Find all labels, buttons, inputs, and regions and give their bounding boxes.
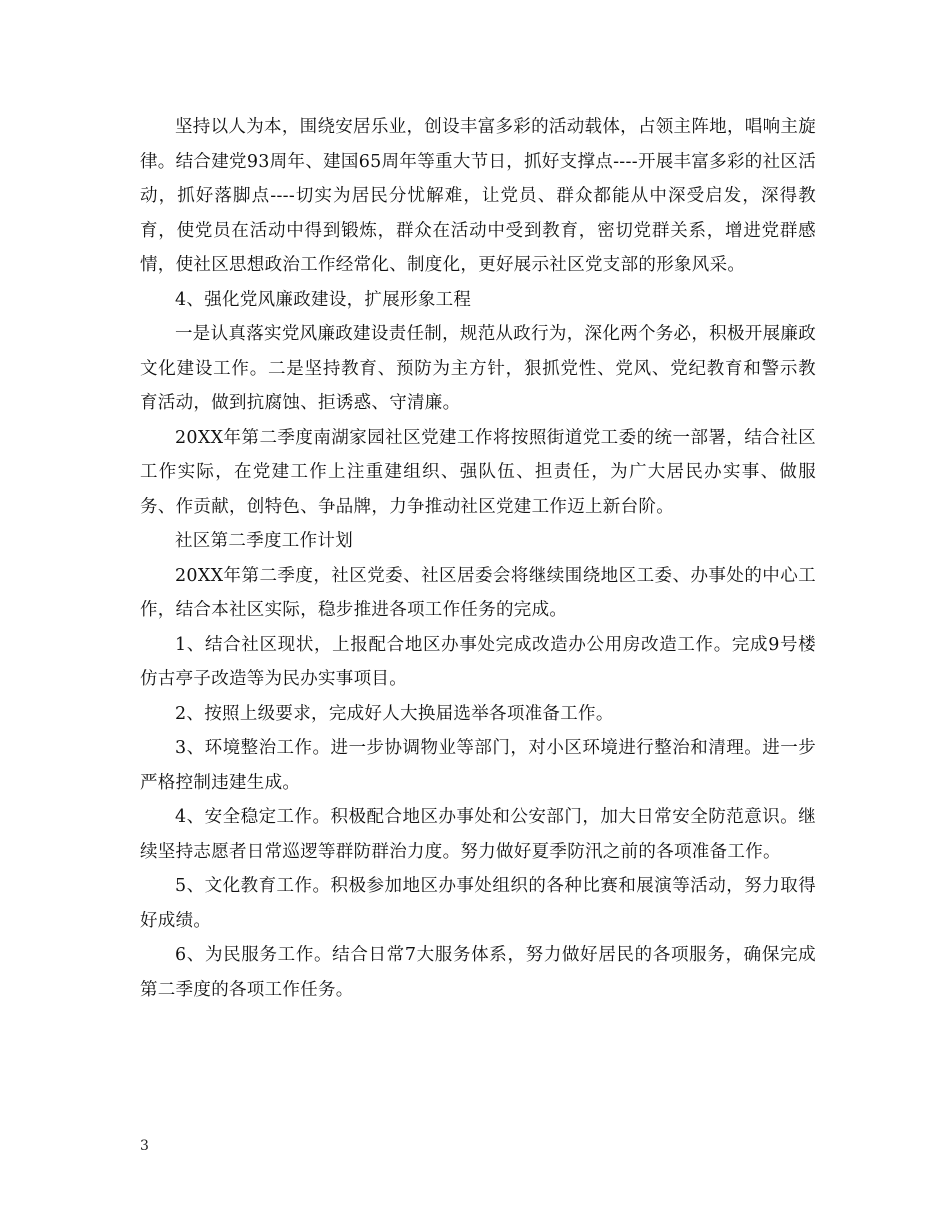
- list-item-election: 2、按照上级要求，完成好人大换届选举各项准备工作。: [175, 703, 614, 724]
- paragraph-activities: 坚持以人为本，围绕安居乐业，创设丰富多彩的活动载体，占领主阵地，唱响主旋律。结合建党93周年、建国65周年等重大节日，抓好支撑点----开展丰富多彩的社区活动，抓好落脚点----切实为居民分忧解难，让党员、群众都能从中深受启发，深得教育，使党员在活动中得到锻炼，群众在活动中受到教育，密切党群关系，增进党群感情，使社区思想政治工作经常化、制度化，更好展示社区党支部的形象风采。: [140, 117, 816, 275]
- paragraph-integrity: 一是认真落实党风廉政建设责任制，规范从政行为，深化两个务必，积极开展廉政文化建设工作。二是坚持教育、预防为主方针，狠抓党性、党风、党纪教育和警示教育活动，做到抗腐蚀、拒诱惑、守清廉。: [140, 324, 816, 413]
- list-item-safety: 4、安全稳定工作。积极配合地区办事处和公安部门，加大日常安全防范意识。继续坚持志愿者日常巡逻等群防群治力度。努力做好夏季防汛之前的各项准备工作。: [140, 807, 816, 862]
- paragraph-q2-party-work: 20XX年第二季度南湖家园社区党建工作将按照街道党工委的统一部署，结合社区工作实际，在党建工作上注重建组织、强队伍、担责任，为广大居民办实事、做服务、作贡献，创特色、争品牌，力争推动社区党建工作迈上新台阶。: [140, 427, 816, 517]
- list-item-renovation: 1、结合社区现状，上报配合地区办事处完成改造办公用房改造工作。完成9号楼仿古亭子改造等为民办实事项目。: [140, 634, 816, 689]
- heading-integrity-building: 4、强化党风廉政建设，扩展形象工程: [175, 289, 472, 310]
- list-item-service: 6、为民服务工作。结合日常7大服务体系，努力做好居民的各项服务，确保完成第二季度的各项工作任务。: [140, 945, 816, 1000]
- list-item-environment: 3、环境整治工作。进一步协调物业等部门，对小区环境进行整治和清理。进一步严格控制违建生成。: [140, 738, 816, 793]
- page-number: 3: [140, 1138, 149, 1154]
- document-body: [140, 110, 816, 1007]
- heading-q2-work-plan: 社区第二季度工作计划: [175, 531, 353, 551]
- list-item-culture: 5、文化教育工作。积极参加地区办事处组织的各种比赛和展演等活动，努力取得好成绩。: [140, 876, 816, 931]
- paragraph-q2-intro: 20XX年第二季度，社区党委、社区居委会将继续围绕地区工委、办事处的中心工作，结合本社区实际，稳步推进各项工作任务的完成。: [140, 565, 816, 620]
